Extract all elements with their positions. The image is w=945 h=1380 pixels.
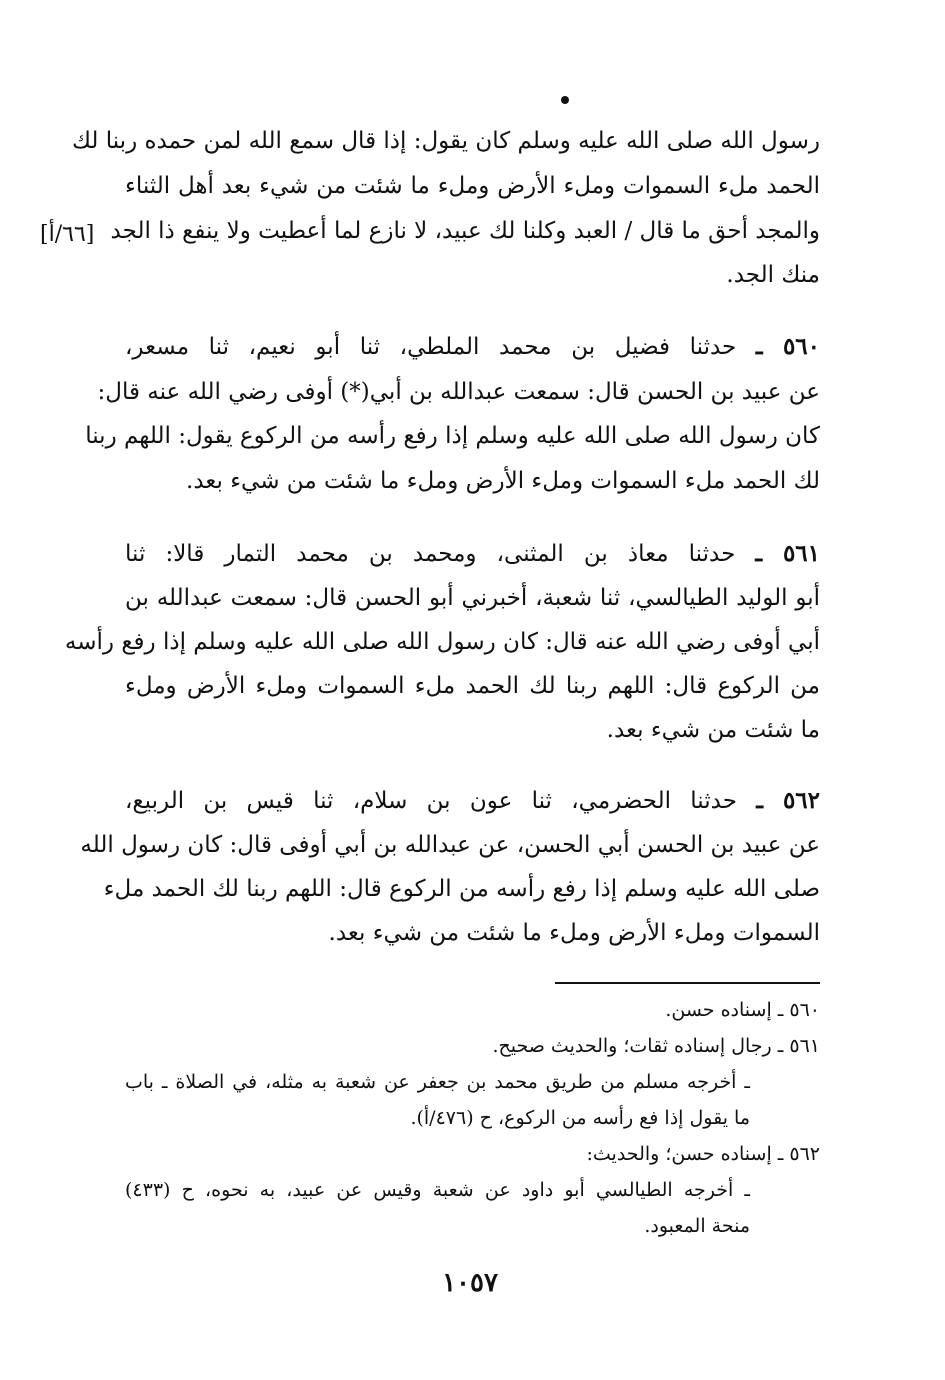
text-line: صلى الله عليه وسلم إذا رفع رأسه من الركوع قال: اللهم ربنا لك الحمد ملء bbox=[103, 876, 820, 902]
text-line: كان رسول الله صلى الله عليه وسلم إذا رفع رأسه من الركوع يقول: اللهم ربنا bbox=[85, 423, 820, 449]
hadith-number: ٥٦٢ ـ bbox=[756, 787, 821, 814]
footnote-line: ٥٦٠ ـ إسناده حسن. bbox=[665, 999, 820, 1021]
margin-folio-ref: [٦٦/أ] bbox=[40, 222, 95, 247]
text-line: والمجد أحق ما قال / العبد وكلنا لك عبيد، لا نازع لما أعطيت ولا ينفع ذا الجد bbox=[110, 218, 820, 244]
footnote-line: ٥٦١ ـ رجال إسناده ثقات؛ والحديث صحيح. bbox=[492, 1035, 820, 1057]
hadith-560-first-line bbox=[125, 324, 820, 370]
text-line: لك الحمد ملء السموات وملء الأرض وملء ما شئت من شيء بعد. bbox=[186, 468, 820, 494]
footnote-line: ـ أخرجه الطيالسي أبو داود عن شعبة وقيس عن عبيد، به نحوه، ح (٤٣٣) bbox=[125, 1179, 750, 1201]
text-span: حدثنا معاذ بن المثنى، ومحمد بن محمد التمار قالا: ثنا bbox=[125, 541, 736, 567]
hadith-number: ٥٦٠ ـ bbox=[755, 333, 821, 360]
text-line: الحمد ملء السموات وملء الأرض وملء ما شئت من شيء بعد أهل الثناء bbox=[125, 173, 820, 199]
text-line: أبو الوليد الطيالسي، ثنا شعبة، أخبرني أبو الحسن قال: سمعت عبدالله بن bbox=[125, 585, 820, 611]
text-span: حدثنا الحضرمي، ثنا عون بن سلام، ثنا قيس بن الربيع، bbox=[125, 788, 737, 814]
top-dot bbox=[561, 96, 569, 104]
footnote-line: ما يقول إذا فع رأسه من الركوع، ح (٤٧٦/أ). bbox=[410, 1107, 750, 1129]
text-line: من الركوع قال: اللهم ربنا لك الحمد ملء السموات وملء الأرض وملء bbox=[125, 673, 820, 699]
text-line: منك الجد. bbox=[726, 262, 820, 288]
footnote-line: منحة المعبود. bbox=[644, 1215, 750, 1237]
text-line: أبي أوفى رضي الله عنه قال: كان رسول الله صلى الله عليه وسلم إذا رفع رأسه bbox=[64, 629, 820, 655]
hadith-561-first-line bbox=[125, 531, 820, 577]
footnote-separator bbox=[555, 982, 820, 984]
footnote-line: ٥٦٢ ـ إسناده حسن؛ والحديث: bbox=[586, 1143, 820, 1165]
page-number: ١٠٥٧ bbox=[442, 1268, 498, 1298]
hadith-562-first-line bbox=[125, 778, 820, 824]
footnote-line: ـ أخرجه مسلم من طريق محمد بن جعفر عن شعبة به مثله، في الصلاة ـ باب bbox=[125, 1071, 750, 1093]
hadith-number: ٥٦١ ـ bbox=[755, 540, 821, 567]
text-span: حدثنا فضيل بن محمد الملطي، ثنا أبو نعيم، ثنا مسعر، bbox=[125, 334, 737, 360]
text-line: رسول الله صلى الله عليه وسلم كان يقول: إذا قال سمع الله لمن حمده ربنا لك bbox=[72, 128, 820, 154]
text-line: ما شئت من شيء بعد. bbox=[606, 717, 820, 743]
text-line: عن عبيد بن الحسن قال: سمعت عبدالله بن أبي(*) أوفى رضي الله عنه قال: bbox=[97, 379, 820, 405]
text-line: عن عبيد بن الحسن أبي الحسن، عن عبدالله بن أبي أوفى قال: كان رسول الله bbox=[80, 832, 820, 858]
text-line: السموات وملء الأرض وملء ما شئت من شيء بعد. bbox=[328, 920, 820, 946]
